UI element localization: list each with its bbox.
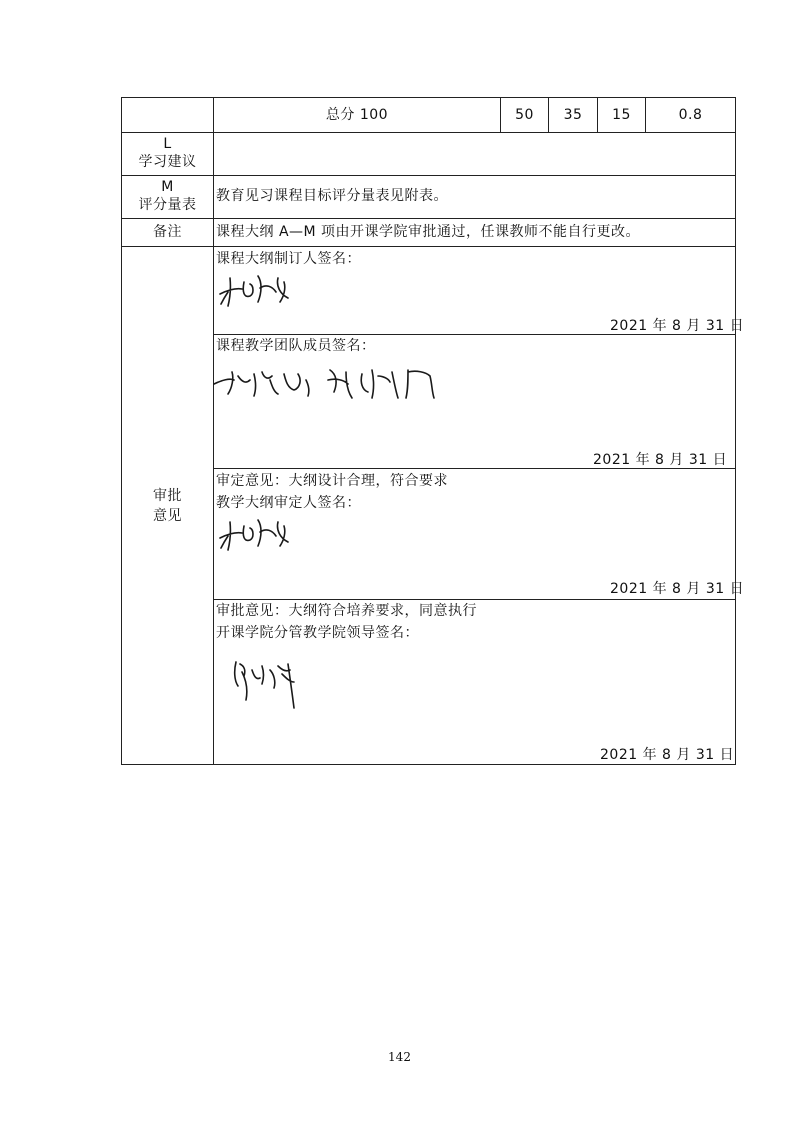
signer-prompt: 教学大纲审定人签名： bbox=[216, 495, 361, 511]
signature-date: 2021 年 8 月 31 日 bbox=[610, 581, 745, 597]
approval-label: 审批 bbox=[153, 488, 182, 504]
row-letter: M bbox=[161, 179, 174, 195]
total-score-value: 0.8 bbox=[678, 107, 703, 123]
row-label: 备注 bbox=[153, 224, 182, 240]
signature-date: 2021 年 8 月 31 日 bbox=[610, 318, 745, 334]
row-content: 教育见习课程目标评分量表见附表。 bbox=[216, 188, 448, 204]
signer-prompt: 课程教学团队成员签名： bbox=[216, 338, 376, 354]
approval-label: 意见 bbox=[153, 508, 182, 524]
row-label: 评分量表 bbox=[138, 197, 197, 213]
page-number: 142 bbox=[388, 1050, 411, 1064]
total-score-value: 35 bbox=[563, 107, 583, 123]
table-column-divider bbox=[213, 97, 214, 765]
handwritten-signature-image bbox=[212, 362, 438, 402]
approval-opinion: 审批意见：大纲符合培养要求，同意执行 bbox=[216, 603, 477, 619]
signature-date: 2021 年 8 月 31 日 bbox=[593, 452, 728, 468]
total-score-label: 总分 100 bbox=[325, 107, 389, 123]
row-label: 学习建议 bbox=[138, 154, 197, 170]
total-score-value: 50 bbox=[515, 107, 534, 123]
row-content: 课程大纲 A—M 项由开课学院审批通过，任课教师不能自行更改。 bbox=[216, 224, 641, 240]
row-letter: L bbox=[163, 136, 172, 152]
review-opinion: 审定意见：大纲设计合理，符合要求 bbox=[216, 473, 448, 489]
signer-prompt: 课程大纲制订人签名： bbox=[216, 251, 361, 267]
signature-date: 2021 年 8 月 31 日 bbox=[600, 747, 735, 763]
handwritten-signature-image bbox=[230, 656, 302, 712]
approval-divider bbox=[213, 599, 736, 600]
table-border-right bbox=[735, 97, 736, 765]
handwritten-signature-image bbox=[218, 512, 298, 554]
total-score-value: 15 bbox=[612, 107, 631, 123]
signer-prompt: 开课学院分管教学院领导签名： bbox=[216, 625, 419, 641]
handwritten-signature-image bbox=[218, 268, 298, 310]
